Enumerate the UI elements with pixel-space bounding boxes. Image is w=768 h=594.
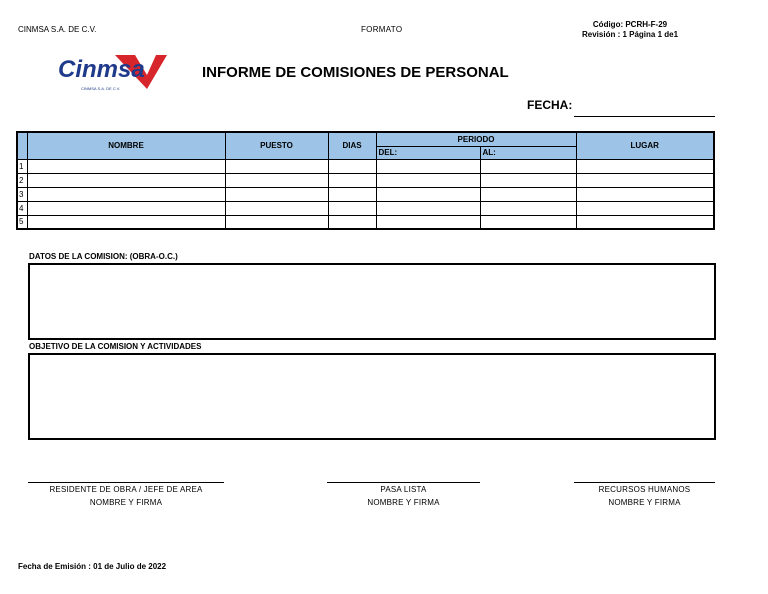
al-cell[interactable] <box>480 159 576 173</box>
al-cell[interactable] <box>480 173 576 187</box>
page-title: INFORME DE COMISIONES DE PERSONAL <box>202 64 509 81</box>
row-number-header <box>17 132 27 159</box>
document-code-block <box>582 20 678 40</box>
nombre-cell[interactable] <box>27 187 225 201</box>
dias-cell[interactable] <box>328 159 376 173</box>
date-label: FECHA: <box>527 98 573 112</box>
table-row <box>17 187 714 201</box>
signature-caption: NOMBRE Y FIRMA <box>608 498 681 507</box>
puesto-cell[interactable] <box>225 187 328 201</box>
del-cell[interactable] <box>376 173 480 187</box>
signature-pasa-lista[interactable] <box>327 482 480 507</box>
column-header-nombre: NOMBRE <box>27 132 225 159</box>
row-number: 3 <box>17 187 27 201</box>
lugar-cell[interactable] <box>576 187 714 201</box>
puesto-cell[interactable] <box>225 173 328 187</box>
nombre-cell[interactable] <box>27 173 225 187</box>
revision-page: Revisión : 1 Página 1 de1 <box>582 30 679 39</box>
column-header-periodo: PERIODO <box>376 132 576 146</box>
signature-role: RESIDENTE DE OBRA / JEFE DE AREA <box>49 485 203 494</box>
column-header-del: DEL: <box>376 146 480 159</box>
datos-comision-box[interactable] <box>28 263 716 340</box>
lugar-cell[interactable] <box>576 201 714 215</box>
column-header-puesto: PUESTO <box>225 132 328 159</box>
dias-cell[interactable] <box>328 173 376 187</box>
emission-date: Fecha de Emisión : 01 de Julio de 2022 <box>18 562 167 571</box>
nombre-cell[interactable] <box>27 201 225 215</box>
column-header-al: AL: <box>480 146 576 159</box>
al-cell[interactable] <box>480 201 576 215</box>
puesto-cell[interactable] <box>225 215 328 229</box>
table-row <box>17 173 714 187</box>
signature-line <box>327 482 480 483</box>
dias-cell[interactable] <box>328 201 376 215</box>
signature-recursos-humanos[interactable] <box>574 482 715 507</box>
del-cell[interactable] <box>376 159 480 173</box>
row-number: 4 <box>17 201 27 215</box>
del-cell[interactable] <box>376 187 480 201</box>
al-cell[interactable] <box>480 215 576 229</box>
puesto-cell[interactable] <box>225 159 328 173</box>
signature-caption: NOMBRE Y FIRMA <box>89 498 163 507</box>
format-label: FORMATO <box>361 25 403 34</box>
row-number: 1 <box>17 159 27 173</box>
dias-cell[interactable] <box>328 215 376 229</box>
column-header-lugar: LUGAR <box>576 132 714 159</box>
puesto-cell[interactable] <box>225 201 328 215</box>
company-name: CINMSA S.A. DE C.V. <box>18 25 97 34</box>
logo-wordmark: Cinmsa <box>58 56 145 83</box>
lugar-cell[interactable] <box>576 159 714 173</box>
document-code: Código: PCRH-F-29 <box>592 20 668 29</box>
objetivo-comision-label: OBJETIVO DE LA COMISION Y ACTIVIDADES <box>29 342 202 351</box>
dias-cell[interactable] <box>328 187 376 201</box>
table-row <box>17 201 714 215</box>
del-cell[interactable] <box>376 201 480 215</box>
column-header-dias: DIAS <box>328 132 376 159</box>
lugar-cell[interactable] <box>576 173 714 187</box>
table-row <box>17 159 714 173</box>
personnel-table <box>16 131 715 230</box>
nombre-cell[interactable] <box>27 159 225 173</box>
signature-role: PASA LISTA <box>380 485 427 494</box>
table-row <box>17 215 714 229</box>
signature-caption: NOMBRE Y FIRMA <box>367 498 440 507</box>
al-cell[interactable] <box>480 187 576 201</box>
row-number: 5 <box>17 215 27 229</box>
del-cell[interactable] <box>376 215 480 229</box>
signature-residente[interactable] <box>28 482 224 507</box>
signature-line <box>574 482 715 483</box>
logo-tagline: CINMSA S.A. DE C.V. <box>81 86 121 91</box>
row-number: 2 <box>17 173 27 187</box>
objetivo-comision-box[interactable] <box>28 353 716 440</box>
date-field[interactable] <box>574 116 715 117</box>
company-logo <box>55 53 167 93</box>
signature-role: RECURSOS HUMANOS <box>598 485 691 494</box>
lugar-cell[interactable] <box>576 215 714 229</box>
signature-line <box>28 482 224 483</box>
nombre-cell[interactable] <box>27 215 225 229</box>
datos-comision-label: DATOS DE LA COMISION: (OBRA-O.C.) <box>29 252 178 261</box>
